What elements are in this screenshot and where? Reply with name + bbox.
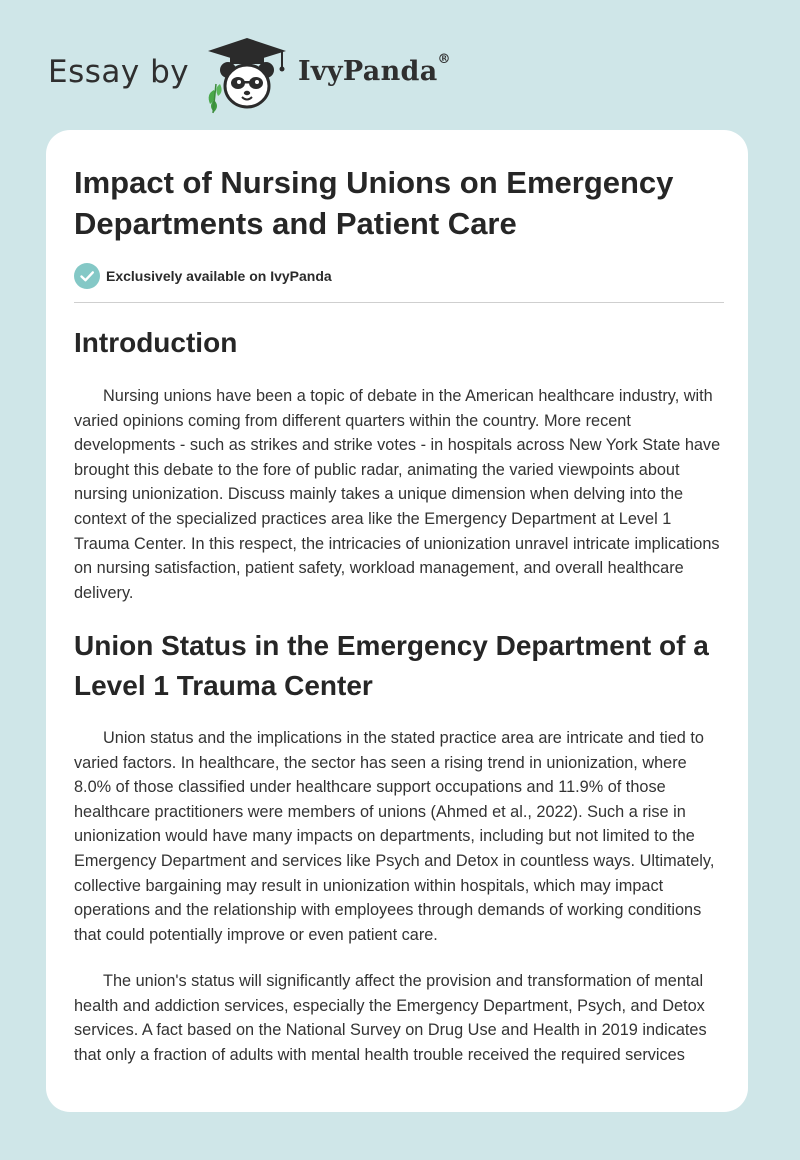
section-heading-union-status: Union Status in the Emergency Department of a Level 1 Trauma Center bbox=[74, 630, 709, 701]
essay-card bbox=[46, 130, 748, 1112]
exclusive-badge bbox=[74, 262, 332, 290]
page-title: Impact of Nursing Unions on Emergency Departments and Patient Care bbox=[74, 165, 674, 241]
exclusive-badge-label: Exclusively available on IvyPanda bbox=[106, 268, 332, 284]
panda-graduate-logo-icon[interactable] bbox=[200, 34, 294, 114]
brand-prefix: Essay by bbox=[48, 54, 190, 90]
registered-mark: ® bbox=[437, 52, 451, 67]
paragraph-introduction: Nursing unions have been a topic of debate in the American healthcare industry, with varied opinions coming from different quarters within the country. More recent developments - such as strikes and strike votes - in hospitals across New York State have brought this debate to the fore of public radar, animating the varied viewpoints about nursing unionization. Discuss mainly takes a unique dimension when delving into the context of the specialized practices area like the Emergency Department at Level 1 Trauma Center. In this respect, the intricacies of unionization unravel intricate implications on nursing satisfaction, patient safety, workload management, and overall healthcare delivery. bbox=[74, 387, 721, 602]
title-divider bbox=[74, 302, 724, 303]
site-header bbox=[46, 34, 506, 114]
brand-name[interactable]: IvyPanda® bbox=[298, 52, 451, 87]
paragraph-union-status-2: The union's status will significantly affect the provision and transformation of mental health and addiction services, especially the Emergency Department, Psych, and Detox services. A fact based on the National Survey on Drug Use and Health in 2019 indicates that only a fraction of adults with mental health trouble received the required services bbox=[74, 972, 707, 1064]
check-circle-icon bbox=[74, 263, 100, 289]
paragraph-union-status-1: Union status and the implications in the stated practice area are intricate and tied to varied factors. In healthcare, the sector has seen a rising trend in unionization, where 8.0% of those classified under healthcare support occupations and 11.9% of those healthcare practitioners were members of unions (Ahmed et al., 2022). Such a rise in unionization would have many impacts on departments, including but not limited to the Emergency Department and services like Psych and Detox in countless ways. Ultimately, collective bargaining may result in unionization within hospitals, which may impact operations and the relationship with employees through demands of working conditions that could potentially improve or even patient care. bbox=[74, 729, 715, 944]
section-heading-introduction: Introduction bbox=[74, 327, 238, 358]
